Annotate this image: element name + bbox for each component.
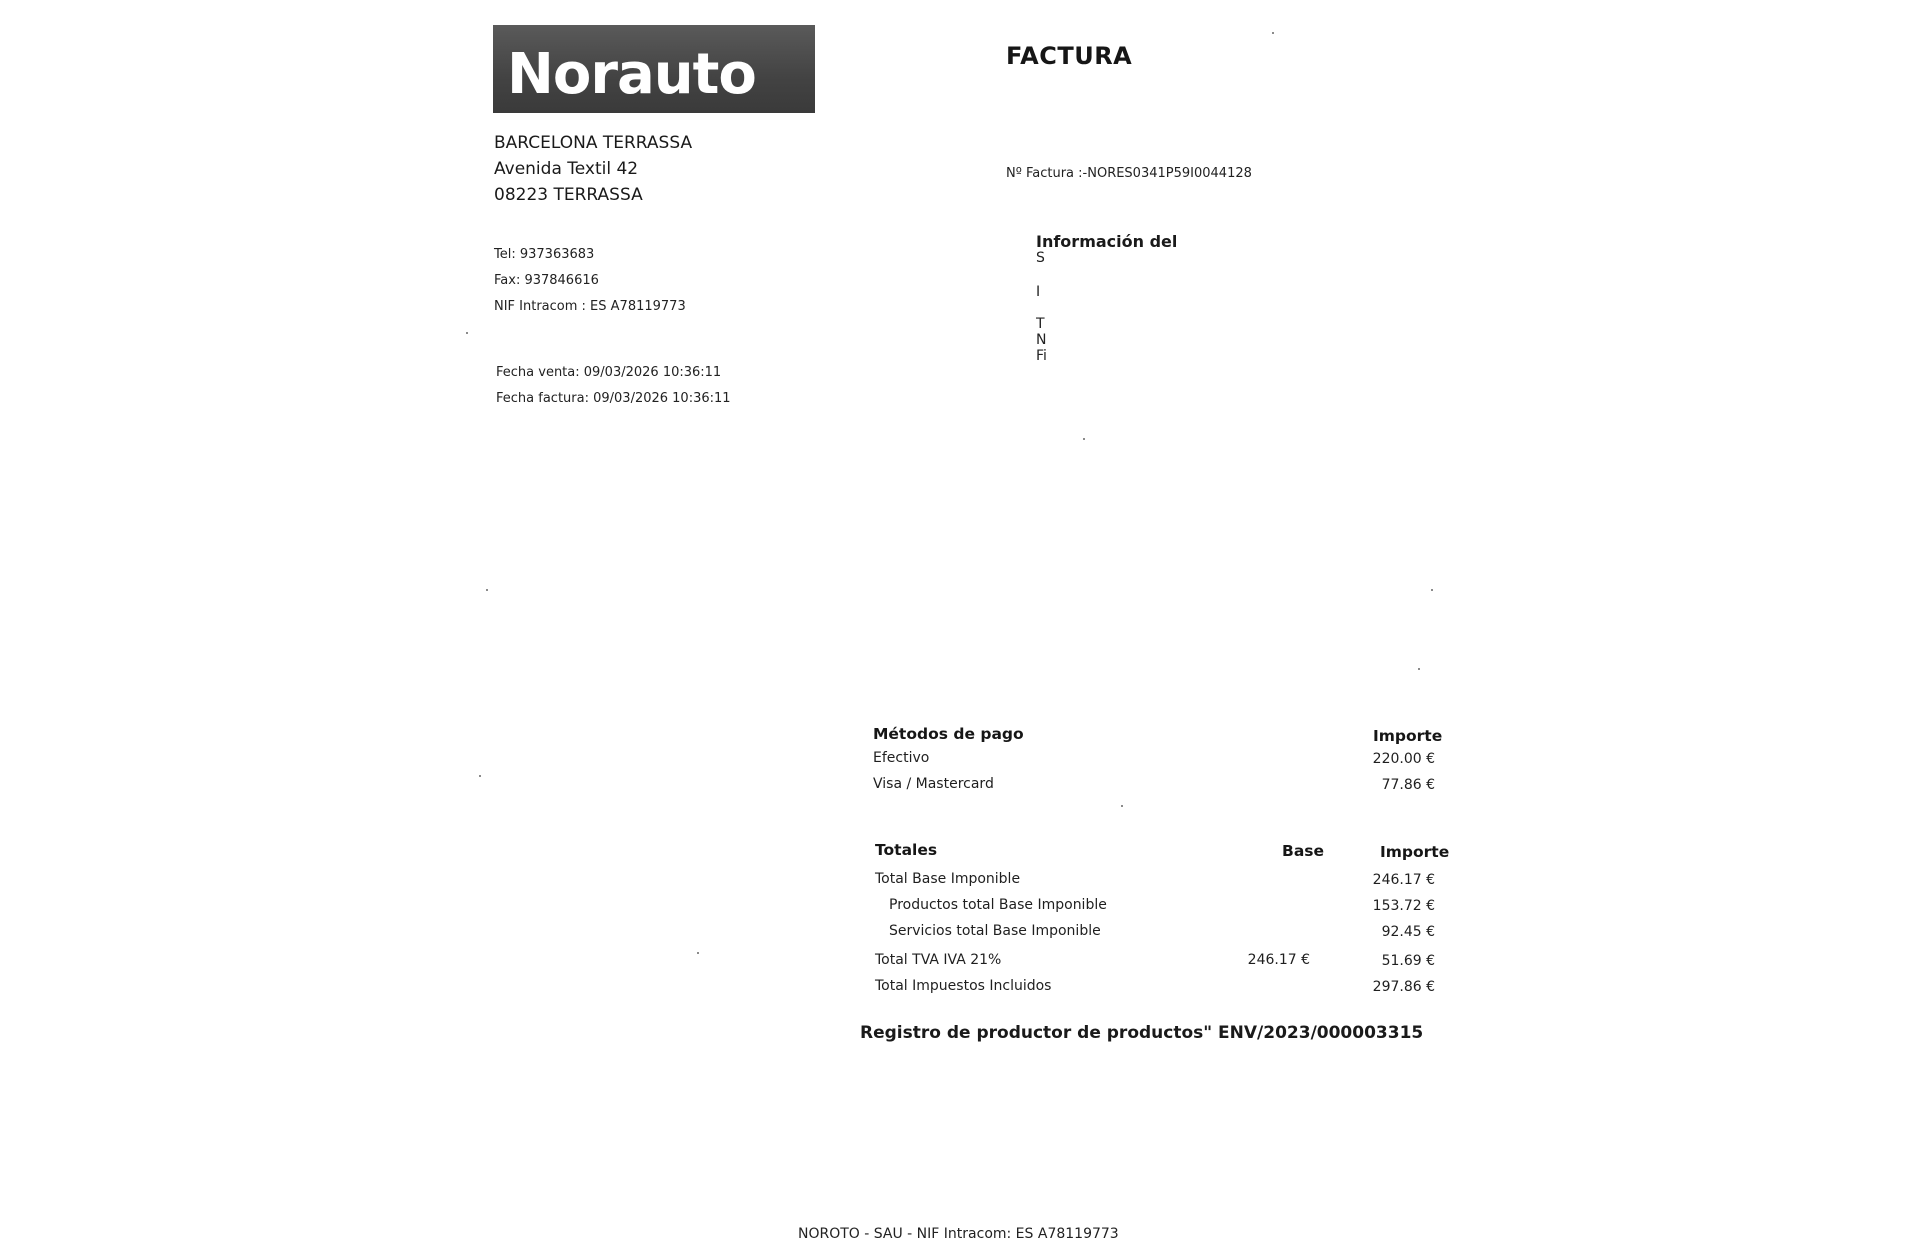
invoice-date: Fecha factura: 09/03/2026 10:36:11 <box>496 391 731 406</box>
scan-speck <box>1418 668 1420 670</box>
scan-speck <box>1272 32 1274 34</box>
totals-row-label: Productos total Base Imponible <box>889 897 1107 913</box>
scan-speck <box>479 775 481 777</box>
scan-speck <box>1121 805 1123 807</box>
store-street: Avenida Textil 42 <box>494 159 639 179</box>
store-nif: NIF Intracom : ES A78119773 <box>494 299 686 314</box>
payment-row-label: Visa / Mastercard <box>873 776 994 792</box>
logo-text: Norauto <box>507 42 756 107</box>
store-name: BARCELONA TERRASSA <box>494 133 693 153</box>
totals-row-label: Total TVA IVA 21% <box>875 952 1002 968</box>
document-title: FACTURA <box>1006 42 1133 70</box>
client-line-2: I <box>1036 284 1041 300</box>
producer-registry: Registro de productor de productos" ENV/2023/000003315 <box>860 1023 1424 1043</box>
client-line-1: S <box>1036 250 1045 262</box>
totals-row-label: Total Impuestos Incluidos <box>875 978 1052 994</box>
norauto-logo-mark <box>493 25 815 113</box>
payment-amount-header: Importe <box>1373 727 1443 745</box>
store-postal-city: 08223 TERRASSA <box>494 185 643 205</box>
norauto-logo <box>493 25 815 113</box>
invoice-number: Nº Factura :-NORES0341P59I0044128 <box>1006 166 1252 181</box>
totals-base-header: Base <box>1282 842 1325 860</box>
totals-row-amount: 246.17 € <box>1372 872 1435 888</box>
payment-row-amount: 77.86 € <box>1381 777 1435 793</box>
totals-row-label: Servicios total Base Imponible <box>889 923 1101 939</box>
totals-row-amount: 297.86 € <box>1372 979 1435 995</box>
client-info <box>1036 230 1236 370</box>
totals-amount-header: Importe <box>1380 843 1450 861</box>
payment-row-label: Efectivo <box>873 750 930 766</box>
totals-header: Totales <box>875 841 938 859</box>
scan-speck <box>697 952 699 954</box>
payment-row-amount: 220.00 € <box>1372 751 1435 767</box>
scan-speck <box>486 589 488 591</box>
sale-date: Fecha venta: 09/03/2026 10:36:11 <box>496 365 722 380</box>
totals-row-amount: 92.45 € <box>1381 924 1435 940</box>
totals-row-amount: 153.72 € <box>1372 898 1435 914</box>
totals-row-amount: 51.69 € <box>1381 953 1435 969</box>
store-fax: Fax: 937846616 <box>494 273 599 288</box>
scan-speck <box>1083 438 1085 440</box>
client-line-5: Fi <box>1036 348 1047 364</box>
totals-row-label: Total Base Imponible <box>875 871 1021 887</box>
footer-company: NOROTO - SAU - NIF Intracom: ES A78119773 <box>798 1226 1119 1242</box>
scan-speck <box>1431 589 1433 591</box>
client-line-4: N <box>1036 332 1047 348</box>
client-info-title: Información del <box>1036 232 1178 247</box>
totals-row-base: 246.17 € <box>1247 952 1310 968</box>
store-tel: Tel: 937363683 <box>494 247 595 262</box>
scan-speck <box>466 332 468 334</box>
client-line-3: T <box>1036 316 1045 332</box>
payment-methods-header: Métodos de pago <box>873 725 1024 743</box>
